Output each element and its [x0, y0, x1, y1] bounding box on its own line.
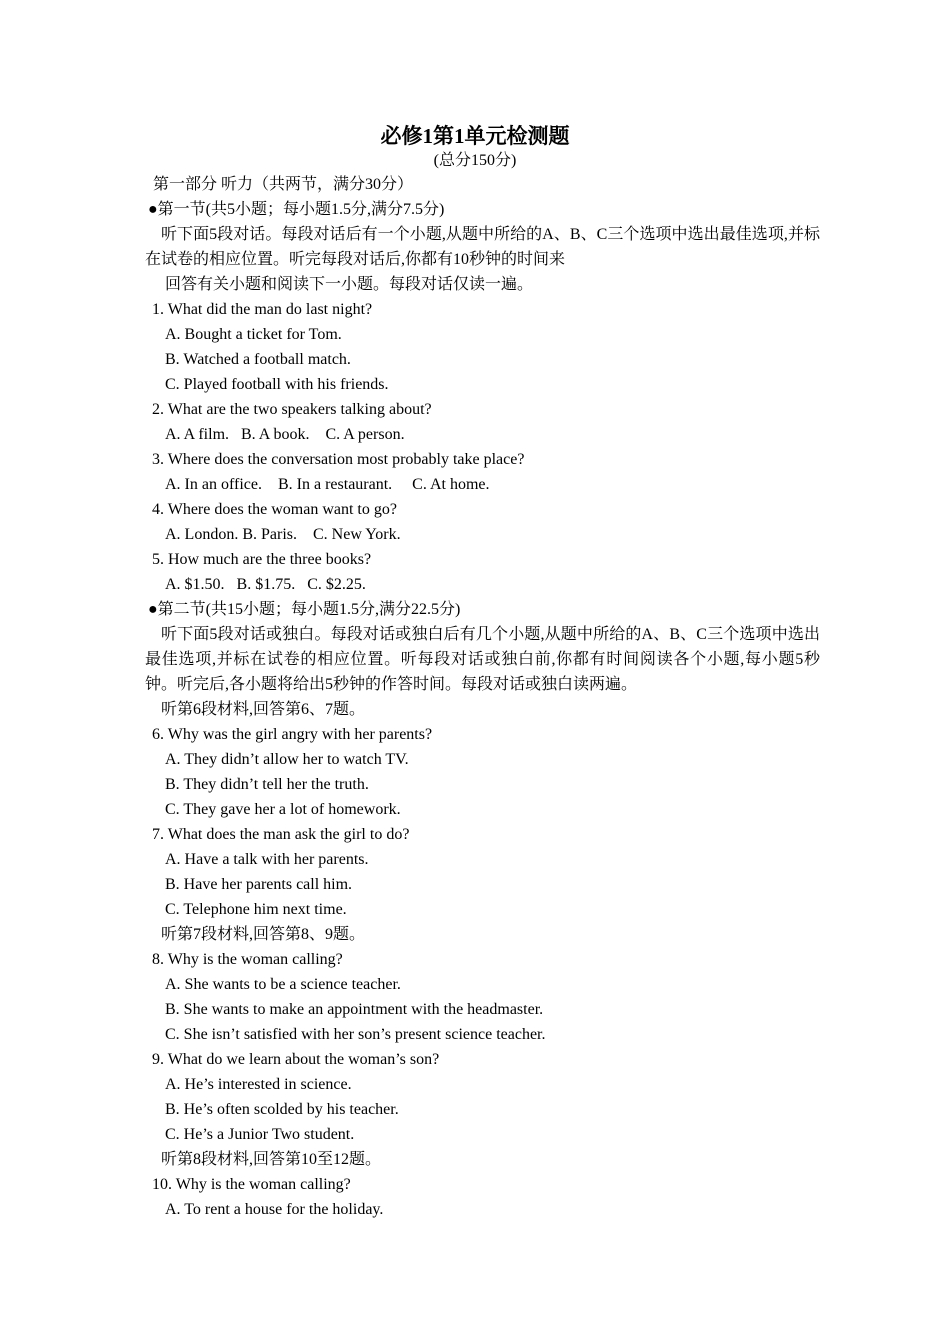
option: A. To rent a house for the holiday. [165, 1201, 384, 1218]
part-heading: 第一部分 听力（共两节，满分30分） [153, 176, 414, 193]
page-title: 必修1第1单元检测题 [380, 124, 570, 148]
option: B. They didn’t tell her the truth. [165, 776, 369, 793]
material-note: 听第6段材料,回答第6、7题。 [161, 701, 366, 718]
section-heading: ●第二节(共15小题；每小题1.5分,满分22.5分) [148, 601, 461, 618]
question-10: 10. Why is the woman calling? [152, 1176, 351, 1193]
option: A. They didn’t allow her to watch TV. [165, 751, 409, 768]
material-note: 听第8段材料,回答第10至12题。 [161, 1151, 382, 1168]
option: B. Watched a football match. [165, 351, 351, 368]
question-8: 8. Why is the woman calling? [152, 951, 343, 968]
option: A. Have a talk with her parents. [165, 851, 369, 868]
option: C. He’s a Junior Two student. [165, 1126, 355, 1143]
question-5: 5. How much are the three books? [152, 551, 372, 568]
question-1: 1. What did the man do last night? [152, 301, 373, 318]
question-3: 3. Where does the conversation most probably take place? [152, 451, 525, 468]
section-instructions: 听下面5段对话或独白。每段对话或独白后有几个小题,从题中所给的A、B、C三个选项中选出最佳选项,并标在试卷的相应位置。听每段对话或独白前,你都有时间阅读各个小题,每小题5秒钟。听完后,各小题将给出5秒钟的作答时间。每段对话或独白读两遍。 [145, 626, 820, 693]
question-2: 2. What are the two speakers talking about? [152, 401, 432, 418]
total-score: (总分150分) [433, 152, 517, 169]
option: C. Played football with his friends. [165, 376, 389, 393]
option: C. Telephone him next time. [165, 901, 347, 918]
options: A. London. B. Paris. C. New York. [165, 526, 401, 543]
options: A. A film. B. A book. C. A person. [165, 426, 405, 443]
options: A. In an office. B. In a restaurant. C. At home. [165, 476, 490, 493]
question-9: 9. What do we learn about the woman’s son? [152, 1051, 440, 1068]
option: B. He’s often scolded by his teacher. [165, 1101, 399, 1118]
option: A. She wants to be a science teacher. [165, 976, 401, 993]
section-instructions-continued: 回答有关小题和阅读下一小题。每段对话仅读一遍。 [165, 276, 534, 293]
option: C. They gave her a lot of homework. [165, 801, 401, 818]
option: A. He’s interested in science. [165, 1076, 352, 1093]
section-instructions: 听下面5段对话。每段对话后有一个小题,从题中所给的A、B、C三个选项中选出最佳选项,并标在试卷的相应位置。听完每段对话后,你都有10秒钟的时间来 [145, 226, 820, 268]
option: B. Have her parents call him. [165, 876, 353, 893]
material-note: 听第7段材料,回答第8、9题。 [161, 926, 366, 943]
option: B. She wants to make an appointment with the headmaster. [165, 1001, 544, 1018]
question-6: 6. Why was the girl angry with her parents? [152, 726, 433, 743]
options: A. $1.50. B. $1.75. C. $2.25. [165, 576, 366, 593]
option: C. She isn’t satisfied with her son’s present science teacher. [165, 1026, 546, 1043]
question-4: 4. Where does the woman want to go? [152, 501, 397, 518]
document-body [145, 172, 820, 1222]
question-7: 7. What does the man ask the girl to do? [152, 826, 410, 843]
section-heading: ●第一节(共5小题；每小题1.5分,满分7.5分) [148, 201, 445, 218]
option: A. Bought a ticket for Tom. [165, 326, 342, 343]
